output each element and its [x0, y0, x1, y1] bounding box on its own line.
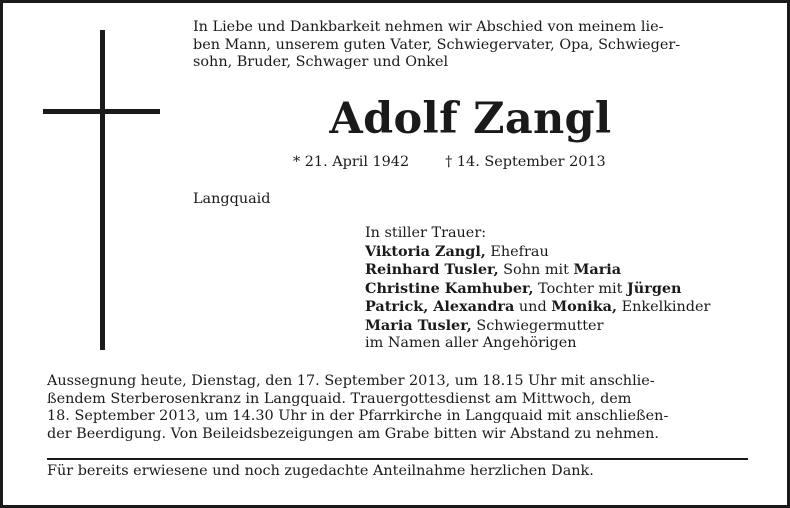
place: Langquaid	[193, 191, 271, 207]
mourner-line	[365, 243, 710, 262]
service-line: ßendem Sterberosenkranz in Langquaid. Trauergottesdienst am Mittwoch, dem	[47, 390, 632, 407]
service-line: 18. September 2013, um 14.30 Uhr in der Pfarrkirche in Langquaid mit anschließen-	[47, 408, 669, 424]
mourner-name: Viktoria Zangl,	[365, 242, 486, 260]
birth-date: * 21. April 1942	[293, 154, 410, 170]
mourner-line	[365, 261, 710, 280]
mourner-connector: und	[514, 299, 552, 315]
mourner-name: Maria	[573, 261, 622, 278]
intro-line: In Liebe und Dankbarkeit nehmen wir Abschied von meinem lie-	[193, 19, 664, 35]
mourner-line	[365, 298, 710, 317]
cross-icon-bar	[43, 109, 160, 114]
mourner-name: Patrick, Alexandra	[365, 298, 515, 315]
thanks-line: Für bereits erwiesene und noch zugedachte Anteilnahme herzlichen Dank.	[47, 463, 594, 479]
death-date: † 14. September 2013	[445, 154, 606, 170]
mourner-relation: Tochter mit	[533, 280, 627, 297]
mourner-line	[365, 317, 710, 336]
mourner-name: Monika,	[551, 298, 618, 315]
service-line: Aussegnung heute, Dienstag, den 17. September 2013, um 18.15 Uhr mit anschlie-	[47, 373, 655, 389]
mourners-closing: im Namen aller Angehörigen	[365, 335, 577, 351]
mourners-block	[365, 225, 710, 353]
mourner-name: Reinhard Tusler,	[365, 261, 499, 278]
mourner-name: Christine Kamhuber,	[365, 279, 534, 297]
mourners-heading: In stiller Trauer:	[365, 225, 487, 241]
mourner-relation: Ehefrau	[485, 243, 549, 260]
service-info	[47, 373, 747, 443]
divider	[47, 458, 748, 460]
intro-text	[193, 19, 748, 72]
service-line: der Beerdigung. Von Beileidsbezeigungen am Grabe bitten wir Abstand zu nehmen.	[47, 425, 659, 442]
life-dates	[293, 154, 606, 172]
intro-line: ben Mann, unserem guten Vater, Schwiegervater, Opa, Schwieger-	[193, 36, 681, 53]
mourner-name: Jürgen	[626, 279, 682, 297]
mourner-name: Maria Tusler,	[365, 316, 472, 334]
deceased-name: Adolf Zangl	[329, 94, 612, 144]
mourner-relation: Enkelkinder	[617, 299, 711, 315]
cross-icon	[100, 30, 105, 350]
mourner-relation: Schwiegermutter	[471, 317, 604, 334]
mourner-relation: Sohn mit	[498, 262, 574, 278]
mourner-line	[365, 280, 710, 299]
intro-line: sohn, Bruder, Schwager und Onkel	[193, 54, 449, 70]
